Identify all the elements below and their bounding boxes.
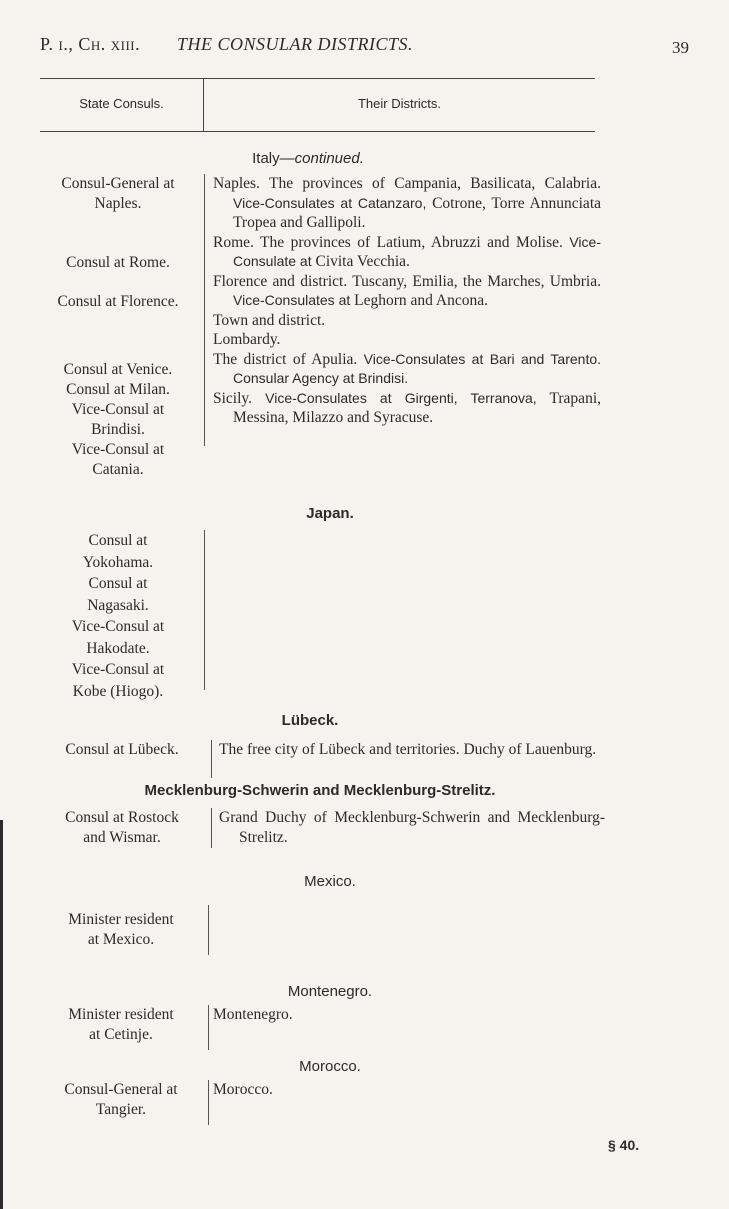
district-entry: Sicily. Vice-Consulates at Girgenti, Terranova, Trapani, Messina, Milazzo and Syracuse. <box>213 389 601 426</box>
morocco-heading: Morocco. <box>299 1058 361 1075</box>
mecklenburg-district: Grand Duchy of Mecklenburg-Schwerin and Mecklenburg-Strelitz. <box>219 809 605 846</box>
consul-line: Consul at <box>88 532 148 549</box>
mecklenburg-consuls <box>36 808 208 848</box>
italy-consuls <box>36 174 200 214</box>
consul-line: Nagasaki. <box>87 596 149 614</box>
italy-districts <box>213 174 601 428</box>
montenegro-consuls <box>36 1005 206 1045</box>
italy-consul-rome: Consul at Rome. <box>66 254 170 271</box>
consul-line: Consul-General at <box>64 1081 178 1098</box>
district-entry: Rome. The provinces of Latium, Abruzzi and Molise. Vice-Consulate at Civita Vecchia. <box>213 233 601 270</box>
lubeck-district: The free city of Lübeck and territories. Duchy of Lauenburg. <box>219 741 597 758</box>
table-header <box>40 78 595 132</box>
page-number: 39 <box>672 38 689 57</box>
running-head <box>40 34 689 60</box>
district-entry: Naples. The provinces of Campania, Basilicata, Calabria. Vice-Consulates at Catanzaro, Cotrone, Torre Annunciata Tropea and Gallipoli. <box>213 175 602 231</box>
italy-heading: Italy—continued. <box>252 150 364 167</box>
consul-line: Consul at Rostock <box>65 809 179 826</box>
district-entry: Town and district. <box>213 311 326 329</box>
italy-consuls-lower <box>36 360 200 480</box>
mecklenburg-heading: Mecklenburg-Schwerin and Mecklenburg-Strelitz. <box>144 782 496 799</box>
consul-line: Yokohama. <box>82 553 154 571</box>
consul-line: Consul at Venice. <box>63 361 173 378</box>
consul-line: Kobe (Hiogo). <box>72 682 164 700</box>
italy-divider <box>204 174 205 446</box>
montenegro-divider <box>208 1005 209 1050</box>
consul-line: Vice-Consul at <box>71 661 165 678</box>
montenegro-district: Montenegro. <box>213 1006 293 1023</box>
mecklenburg-divider <box>211 808 212 848</box>
header-districts: Their Districts. <box>357 96 442 111</box>
district-entry: Florence and district. Tuscany, Emilia, the Marches, Umbria. Vice-Consulates at Leghorn and Ancona. <box>213 272 601 309</box>
consul-line: Minister resident <box>68 1006 174 1023</box>
consul-line: Hakodate. <box>86 639 150 657</box>
japan-heading: Japan. <box>306 505 354 522</box>
mexico-consuls <box>36 910 206 950</box>
page-edge <box>0 820 3 1209</box>
section-mark: § 40. <box>608 1137 640 1153</box>
japan-consuls <box>36 530 200 702</box>
italy-consul-florence: Consul at Florence. <box>57 293 179 310</box>
montenegro-heading: Montenegro. <box>287 983 373 1000</box>
consul-line: at Cetinje. <box>89 1026 153 1043</box>
consul-line: Consul at Milan. <box>66 381 170 398</box>
consul-line: Minister resident <box>68 911 174 928</box>
morocco-consuls <box>36 1080 206 1120</box>
lubeck-consul: Consul at Lübeck. <box>65 741 179 758</box>
district-entry: The district of Apulia. Vice-Consulates at Bari and Tarento. Consular Agency at Brindisi. <box>213 350 602 386</box>
consul-line: Consul-General at <box>61 175 175 192</box>
consul-line: Vice-Consul at <box>71 618 165 635</box>
consul-line: Catania. <box>92 461 144 478</box>
consul-line: Naples. <box>94 195 142 212</box>
running-head-title: THE CONSULAR DISTRICTS. <box>177 34 414 54</box>
running-head-part: P. i., Ch. xiii. <box>40 34 141 54</box>
japan-divider <box>204 530 205 690</box>
mexico-divider <box>208 905 209 955</box>
consul-line: Tangier. <box>95 1101 147 1118</box>
morocco-divider <box>208 1080 209 1125</box>
consul-line: Vice-Consul at <box>71 441 165 458</box>
consul-line: Vice-Consul at <box>71 401 165 418</box>
morocco-district: Morocco. <box>213 1081 273 1098</box>
lubeck-heading: Lübeck. <box>281 712 339 729</box>
consul-line: at Mexico. <box>87 931 155 948</box>
header-state-consuls: State Consuls. <box>79 96 164 111</box>
mexico-heading: Mexico. <box>304 873 356 890</box>
consul-line: Brindisi. <box>91 421 145 438</box>
consul-line: Consul at <box>88 575 148 592</box>
district-entry: Lombardy. <box>213 331 281 348</box>
consul-line: and Wismar. <box>83 829 161 846</box>
lubeck-divider <box>211 740 212 778</box>
